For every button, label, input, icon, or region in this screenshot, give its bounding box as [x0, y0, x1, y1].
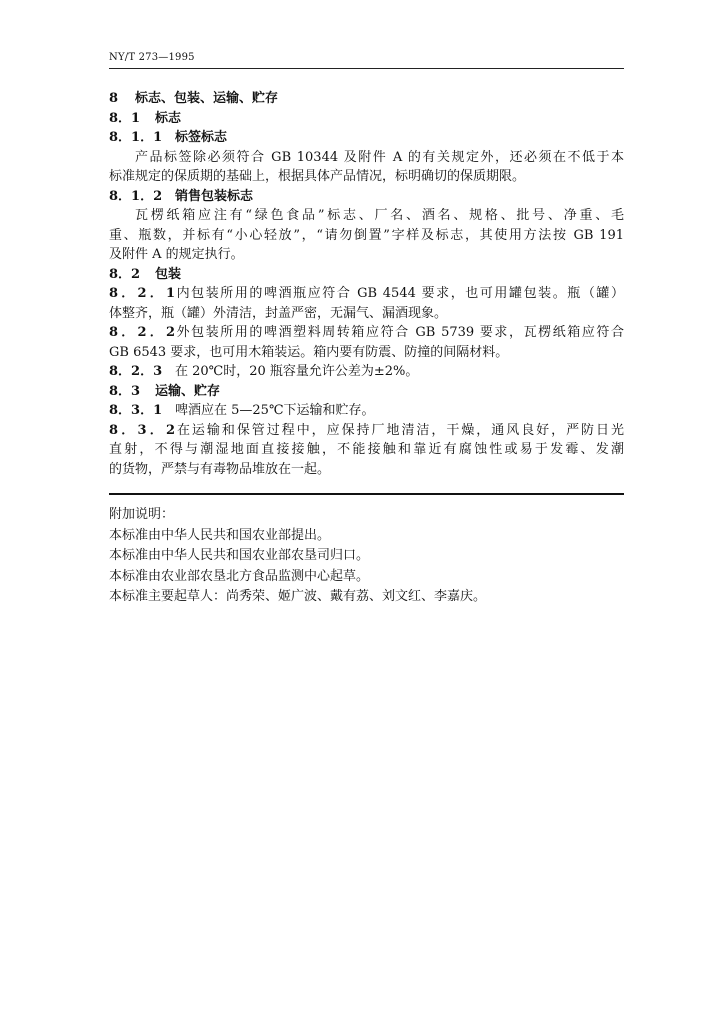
- header-rule: [109, 68, 624, 69]
- notes-divider-rule: [109, 493, 624, 495]
- section-number: 8．2．1: [109, 286, 175, 301]
- section-title: 标志: [155, 110, 182, 126]
- additional-notes: [109, 505, 624, 608]
- section-8-heading: [109, 89, 624, 109]
- paragraph-line: 直射，不得与潮湿地面直接接触，不能接触和靠近有腐蚀性或易于发霉、发潮: [109, 442, 624, 457]
- notes-title: 附加说明：: [109, 507, 175, 522]
- section-number: 8．1: [109, 110, 141, 126]
- section-8-1-1-heading: [109, 128, 624, 148]
- paragraph-line: 及附件 A 的规定执行。: [109, 247, 244, 262]
- section-number: 8．3．1: [109, 403, 163, 418]
- section-number: 8．1．2: [109, 188, 163, 204]
- section-8-1-heading: [109, 109, 624, 129]
- section-number: 8．3．2: [109, 422, 175, 438]
- paragraph-line: 的货物，严禁与有毒物品堆放在一起。: [109, 461, 331, 477]
- document-body: [109, 89, 624, 479]
- paragraph-line: 体整齐，瓶（罐）外清洁，封盖严密，无漏气、漏酒现象。: [109, 305, 448, 321]
- paragraph-line: 产品标签除必须符合 GB 10344 及附件 A 的有关规定外，还必须在不低于本: [135, 149, 624, 165]
- section-8-3-2-line: [109, 421, 624, 441]
- section-title: 包装: [155, 266, 182, 282]
- section-8-3-1-line: [109, 401, 624, 421]
- section-8-2-2-line: [109, 323, 624, 343]
- section-8-1-2-heading: [109, 187, 624, 207]
- paragraph-text: 在 20℃时，20 瓶容量允许公差为±2%。: [175, 364, 419, 379]
- paragraph-text: 内包装所用的啤酒瓶应符合 GB 4544 要求，也可用罐包装。瓶（罐）: [175, 286, 624, 301]
- section-8-2-1-line: [109, 284, 624, 304]
- notes-item: 本标准由农业部农垦北方食品监测中心起草。: [109, 568, 370, 584]
- section-8-2-heading: [109, 265, 624, 285]
- paragraph-text: 在运输和保管过程中，应保持厂地清洁，干燥，通风良好，严防日光: [175, 422, 624, 438]
- section-8-3-heading: [109, 382, 624, 402]
- paragraph-text: 外包装所用的啤酒塑料周转箱应符合 GB 5739 要求，瓦楞纸箱应符合: [175, 325, 624, 340]
- section-title: 标签标志: [175, 130, 228, 145]
- paragraph-text: 啤酒应在 5—25℃下运输和贮存。: [175, 403, 375, 418]
- paragraph-line: 重、瓶数，并标有“小心轻放”，“请勿倒置”字样及标志，其使用方法按 GB 191: [109, 227, 624, 243]
- paragraph-line: 标准规定的保质期的基础上，根据具体产品情况，标明确切的保质期限。: [109, 169, 526, 184]
- section-number: 8: [109, 91, 119, 106]
- section-number: 8．2: [109, 266, 141, 282]
- notes-item: 本标准由中华人民共和国农业部农垦司归口。: [109, 548, 370, 563]
- section-number: 8．2．2: [109, 325, 175, 340]
- notes-item: 本标准由中华人民共和国农业部提出。: [109, 527, 331, 543]
- section-title: 标志、包装、运输、贮存: [135, 91, 279, 106]
- section-title: 运输、贮存: [155, 383, 221, 399]
- section-number: 8．2．3: [109, 364, 163, 379]
- section-title: 销售包装标志: [175, 188, 254, 204]
- notes-item: 本标准主要起草人：尚秀荣、姬广波、戴有荔、刘文红、李嘉庆。: [109, 589, 487, 604]
- section-8-2-3-line: [109, 362, 624, 382]
- standard-code-header: NY/T 273—1995: [109, 52, 195, 63]
- paragraph-line: 瓦楞纸箱应注有“绿色食品”标志、厂名、酒名、规格、批号、净重、毛: [135, 208, 624, 223]
- section-number: 8．3: [109, 383, 141, 399]
- paragraph-line: GB 6543 要求，也可用木箱装运。箱内要有防震、防撞的间隔材料。: [109, 344, 509, 360]
- section-number: 8．1．1: [109, 130, 163, 145]
